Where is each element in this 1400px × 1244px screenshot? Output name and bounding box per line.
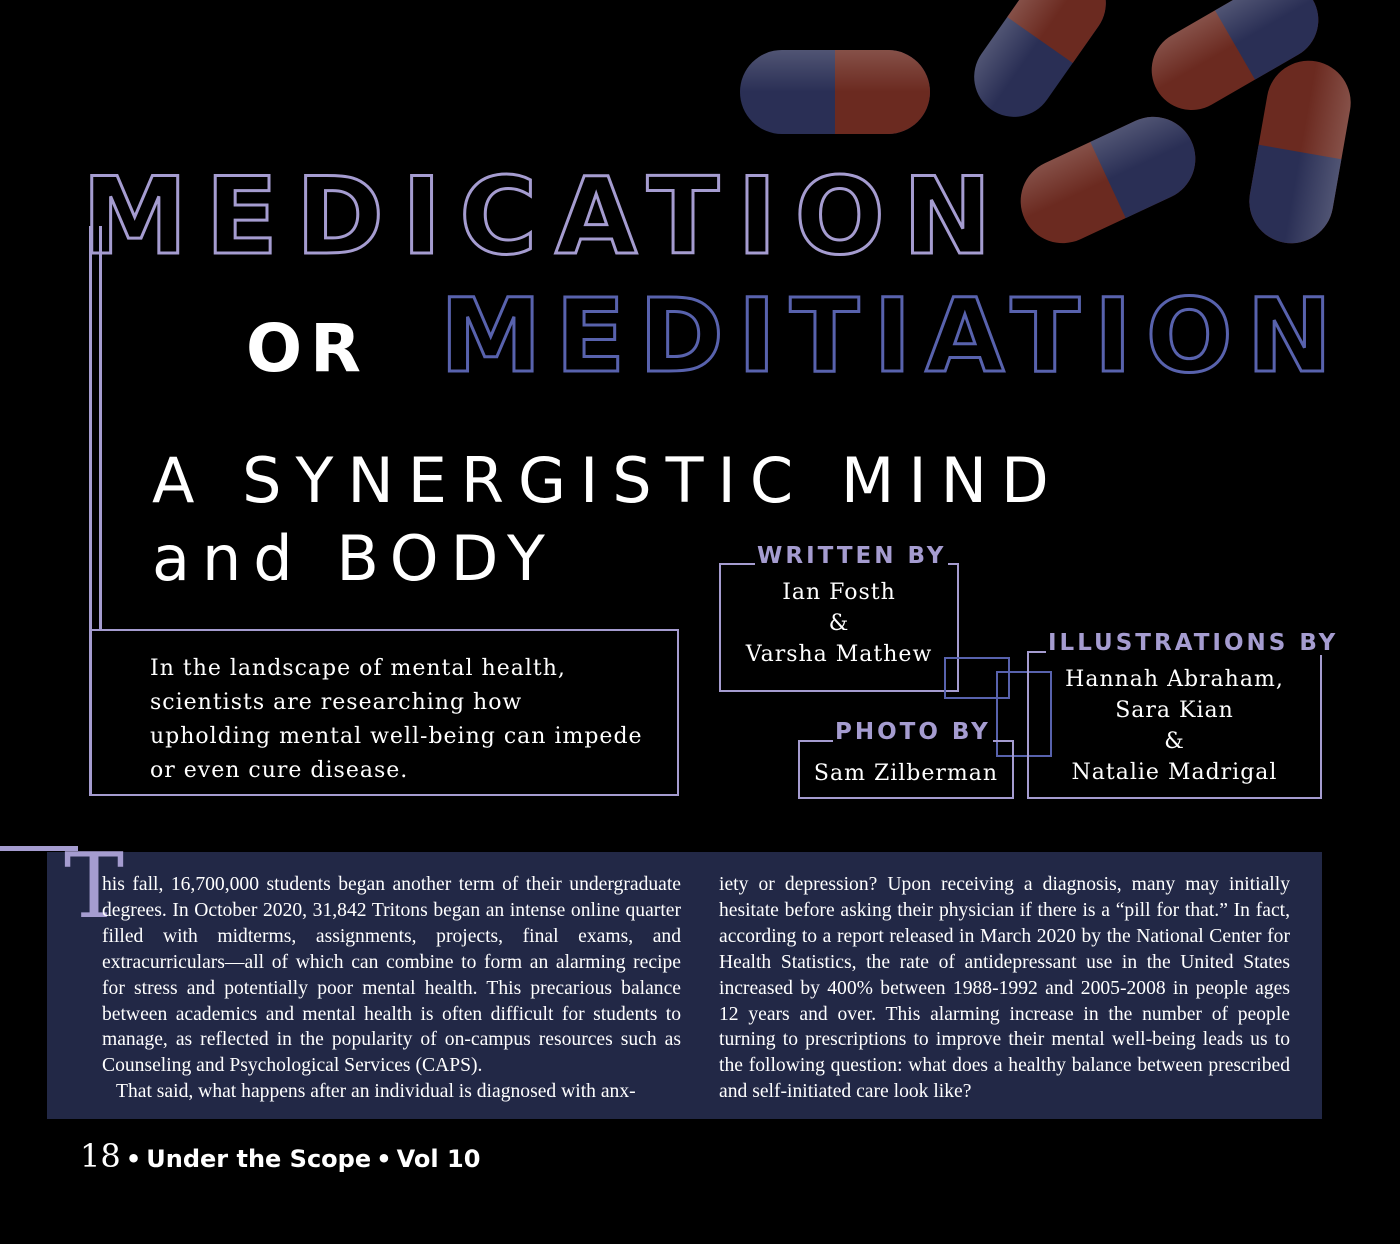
subtitle-line-1: A SYNERGISTIC MIND [152,444,1063,517]
page-number: 18 [80,1137,121,1175]
magazine-name: Under the Scope [146,1145,372,1173]
intro-text: In the landscape of mental health, scientists are researching how upholding mental well-being can impede or even cure disease. [150,656,643,783]
body-paragraph-1: his fall, 16,700,000 students began another term of their undergraduate degrees. In October 2020, 31,842 Tritons began an intense online quarter filled with midterms, assignments, projects, final exams, and extracurriculars—all of which can combine to form an alarming recipe for stress and potentially poor mental health. This precarious balance between academics and mental health is often difficult for students to manage, as reflected in the popularity of on-campus resources such as Counseling and Psychological Services (CAPS). [102,874,681,1077]
pill-1 [740,50,930,134]
photo-by-name: Sam Zilberman [813,761,999,786]
footer-bullet-2: • [376,1145,392,1173]
title-meditiation: MEDITIATION [440,277,1346,396]
pill-4 [1007,103,1209,257]
photo-by-label: PHOTO BY [835,719,991,745]
body-column-right [719,872,1290,1105]
illustrations-by-name-1: Hannah Abraham, [1065,667,1284,692]
illustrations-by-label: ILLUSTRATIONS BY [1048,630,1339,656]
title-medication: MEDICATION [82,155,1010,278]
subtitle-line-2: and BODY [152,522,557,595]
title-or: OR [246,310,369,387]
body-paragraph-2: That said, what happens after an individual is diagnosed with anx- [116,1081,636,1103]
written-by-name-2: Varsha Mathew [745,642,933,667]
written-by-amp: & [828,611,850,636]
illustrations-by-name-2: Sara Kian [1115,698,1234,723]
written-by-label: WRITTEN BY [757,543,947,569]
title-frame-left-inner [99,226,102,630]
pill-5 [1243,54,1358,250]
body-paragraph-3: iety or depression? Upon receiving a diagnosis, many may initially hesitate before asking their physician if there is a “pill for that.” In fact, according to a report released in March 2020 by the National Center for Health Statistics, the rate of antidepressant use in the United States increased by 400% between 1988-1992 and 2005-2008 in people ages 12 years and over. This alarming increase in the number of people turning to prescriptions to improve their mental well-being leads us to the following question: what does a healthy balance between prescribed and self-initiated care look like? [719,874,1290,1103]
written-by-name-1: Ian Fosth [782,580,896,605]
pill-2 [958,0,1121,133]
footer-bullet-1: • [125,1145,142,1173]
illustrations-by-name-3: Natalie Madrigal [1071,760,1278,785]
body-column-left [78,872,681,1105]
page-footer [80,1137,481,1175]
dropcap-letter: T [64,834,125,939]
illustrations-by-amp: & [1164,729,1185,754]
volume-label: Vol 10 [396,1145,481,1173]
